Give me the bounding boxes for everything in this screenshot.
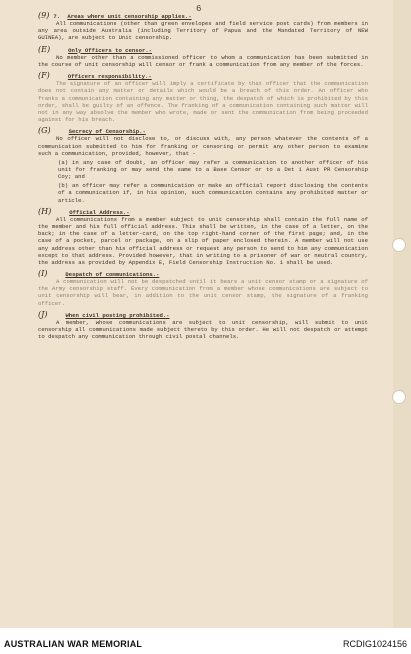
- section-paragraph: A member, whose communications are subject to unit censorship, will submit to unit censorship all communications made subject thereto by this order. He will not despatch or attempt to despatch any communication through civil postal channels.: [38, 318, 368, 341]
- subclause-label: (a): [58, 158, 69, 166]
- subclause: [58, 182, 368, 203]
- section-paragraph: A communication will not be despatched until it bears a unit censor stamp or a signature of the Army censorship staff. Every communication from a member whose communications are subject to unit censorship will bear, in addition to the unit censor stamp, the signature of a franking officer.: [38, 278, 368, 307]
- section-heading: Only Officers to censor.-: [68, 46, 153, 54]
- footer-record-id: RCDIG1024156: [342, 639, 407, 649]
- section-paragraph: No officer will not disclose to, or discuss with, any person whatever the contents of a communication submitted to him for franking or censoring or permit any other person to examine such a communication, provided, however, that -: [38, 135, 368, 157]
- handwritten-section-mark: (H): [38, 206, 52, 216]
- section-paragraph: All communications from a member subject to unit censorship shall contain the full name of the member and his full official address. This shall be written, in the case of a letter, on the back; in the case of a letter-card, on the top right-hand corner of the first page; and, in the case of a pocket, parcel or package, on a slip of paper enclosed therein. A member will not use any address other than his official address or request any person to send to him any communication except to that address. Provided however, that in writing to a prisoner of war or neutral country, the address as provided by Appendix E, Field Censorship Instruction No. 1 shall be used.: [38, 215, 368, 266]
- section-paragraph: No member other than a commissioned officer to whom a communication has been submitted in the course of unit censorship will censor or frank a communication from any member of the forces.: [38, 53, 368, 68]
- handwritten-section-mark: (G): [38, 126, 51, 136]
- section-block: [38, 270, 368, 307]
- section-heading: Areas where unit censorship applies.-: [67, 13, 192, 20]
- handwritten-section-mark: (9): [38, 11, 50, 20]
- punch-hole: [392, 238, 406, 252]
- page-number: 6: [196, 4, 202, 14]
- section-heading: Secrecy of Censorship.-: [68, 128, 146, 136]
- section-block: [38, 12, 368, 42]
- handwritten-section-mark: (I): [38, 269, 48, 278]
- section-heading: Officers responsibility.-: [67, 73, 152, 81]
- section-block: [38, 72, 368, 123]
- section-paragraph: The signature of an officer will imply a certificate by that officer that the communication does not contain any matter or details which would be a breach of this order. An officer who franks a communication containing any matter or thing, the despatch of which is prohibited by this order, shall be guilty of an offence. The franking of a communication containing such matter will not in any way absolve the member who wrote, made or sent the communication from being proceeded against for his breach.: [38, 80, 368, 124]
- subclause-text: an officer may refer a communication or make an official report disclosing the contents of a communication if, in his opinion, such communication contains any prohibited matter or article.: [58, 182, 368, 204]
- section-block: [38, 46, 368, 68]
- section-heading: Despatch of communications.-: [65, 271, 160, 278]
- footer-bar: [0, 628, 411, 654]
- section-block: [38, 208, 368, 266]
- section-paragraph: All communications (other than green envelopes and field service post cards) from members in any area outside Australia (including Territory of Papua and the Mandated Territory of NEW GUINEA), are subject to Unit censorship.: [38, 20, 368, 42]
- section-heading-line: [38, 46, 368, 54]
- section-heading: When civil posting prohibited.-: [65, 311, 170, 319]
- section-number: 7.: [53, 13, 61, 20]
- subclause-label: (b): [58, 182, 69, 190]
- section-heading-line: [38, 208, 368, 216]
- subclause-text: in any case of doubt, an officer may refer a communication to another officer of his unit for franking or may send the same to a Base Censor or to a Det 1 Aust PR Censorship Coy; and: [58, 158, 368, 181]
- footer-publisher: AUSTRALIAN WAR MEMORIAL: [4, 639, 143, 649]
- subclause: [58, 159, 368, 180]
- section-heading-line: [38, 127, 368, 135]
- punch-hole: [392, 390, 406, 404]
- handwritten-section-mark: (E): [38, 44, 51, 54]
- section-block: [38, 127, 368, 204]
- section-heading-line: [38, 72, 368, 80]
- section-block: [38, 311, 368, 341]
- section-heading: Official Address.-: [69, 208, 130, 216]
- handwritten-section-mark: (F): [38, 71, 50, 81]
- page-edge: [393, 0, 411, 628]
- section-heading-line: [38, 311, 368, 319]
- section-heading-line: [38, 270, 368, 278]
- section-heading-line: [38, 12, 368, 20]
- handwritten-section-mark: (J): [38, 309, 48, 319]
- document-body: [38, 12, 368, 344]
